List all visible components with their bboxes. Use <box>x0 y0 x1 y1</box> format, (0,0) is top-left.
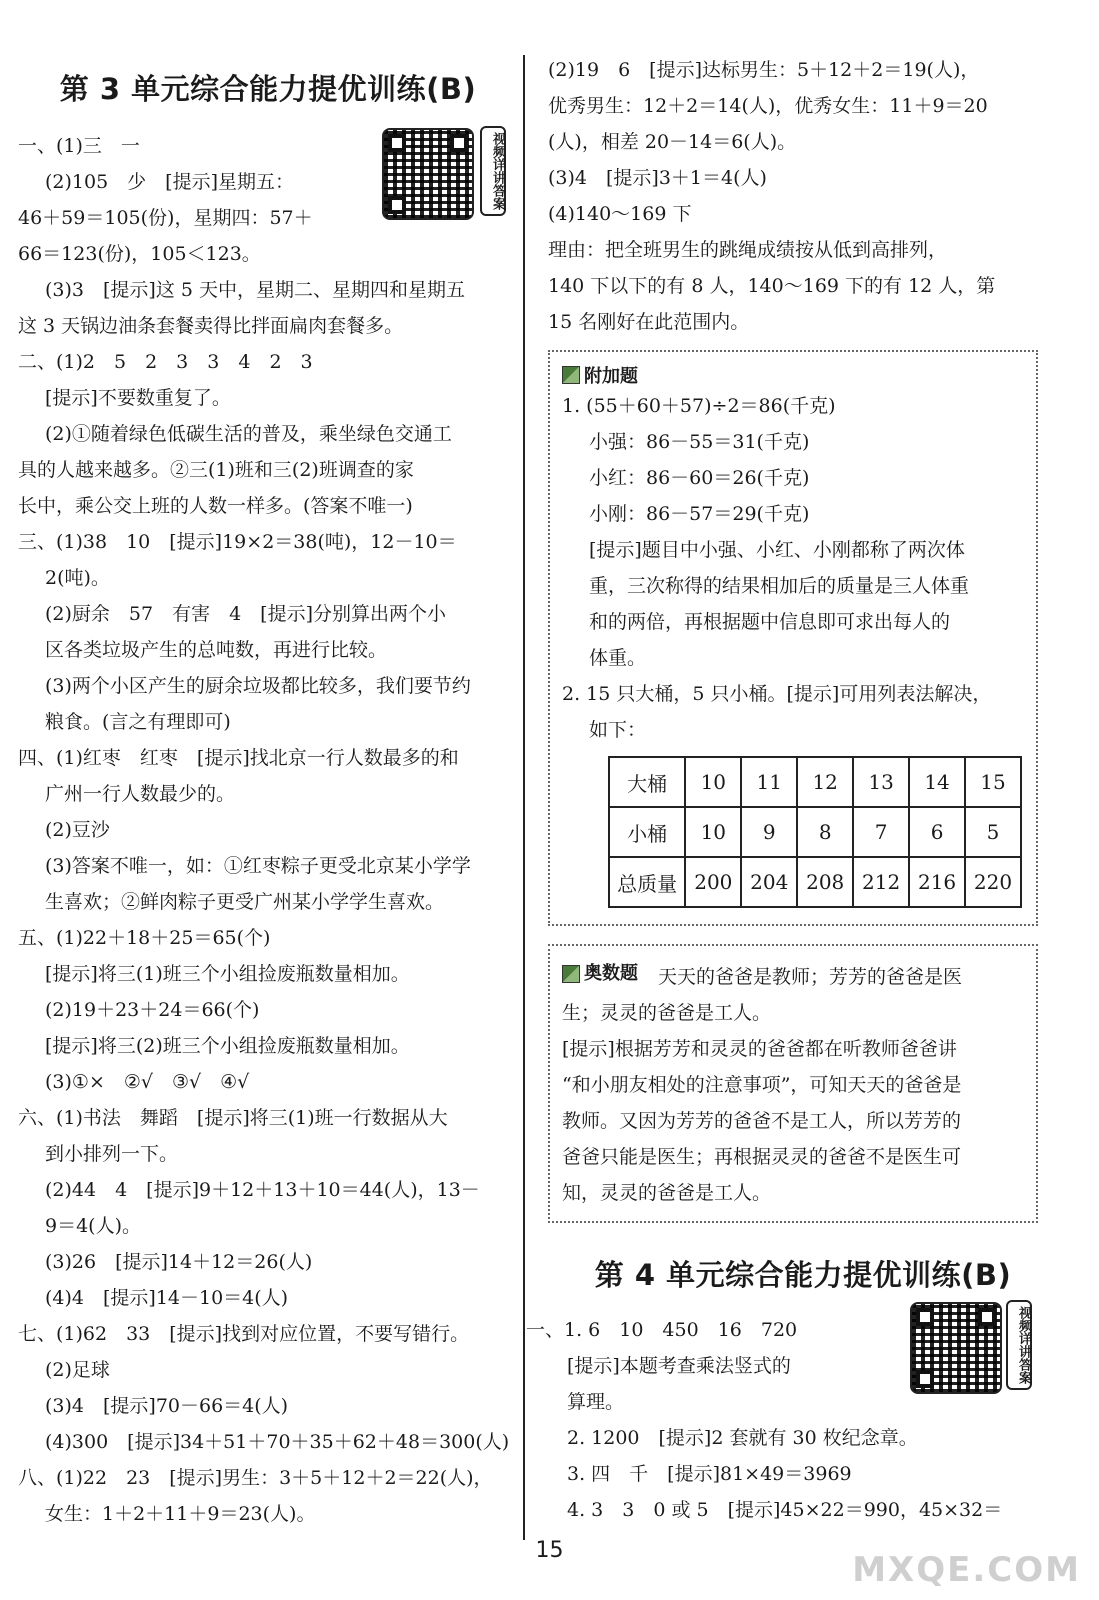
answer-line: 爸爸只能是医生；再根据灵灵的爸爸不是医生可 <box>562 1146 962 1168</box>
answer-line: (2)19＋23＋24＝66(个) <box>45 999 260 1021</box>
answer-line: (3)26 [提示]14＋12＝26(人) <box>45 1251 313 1273</box>
answer-line: 五、(1)22＋18＋25＝65(个) <box>18 927 271 949</box>
table-cell: 12 <box>797 757 853 807</box>
table-cell: 8 <box>797 807 853 857</box>
answer-line: [提示]将三(1)班三个小组捡废瓶数量相加。 <box>45 963 410 985</box>
olympiad-heading: 奥数题 <box>562 956 638 992</box>
table-cell: 10 <box>685 807 741 857</box>
unit3-title: 第 3 单元综合能力提优训练(B) <box>59 72 477 106</box>
flag-icon <box>562 965 580 983</box>
answer-line: [提示]将三(2)班三个小组捡废瓶数量相加。 <box>45 1035 410 1057</box>
answer-line: 2. 15 只大桶，5 只小桶。[提示]可用列表法解决， <box>562 683 992 705</box>
unit4-divider <box>523 1290 525 1540</box>
answer-line: (人)，相差 20－14＝6(人)。 <box>548 131 797 153</box>
answer-line: 46＋59＝105(份)，星期四：57＋ <box>18 207 313 229</box>
table-cell: 10 <box>685 757 741 807</box>
answer-line: (2)①随着绿色低碳生活的普及，乘坐绿色交通工 <box>45 423 452 445</box>
answer-line: (2)19 6 [提示]达标男生：5＋12＋2＝19(人)， <box>548 59 980 81</box>
bucket-table <box>608 756 1022 908</box>
olympiad-first-line: 天天的爸爸是教师；芳芳的爸爸是医 <box>658 966 963 988</box>
table-cell: 14 <box>909 757 965 807</box>
left-column <box>18 55 518 1532</box>
table-row-header: 总质量 <box>609 857 685 907</box>
answer-line: 这 3 天锅边油条套餐卖得比拌面扁肉套餐多。 <box>18 315 404 337</box>
answer-line: (4)140～169 下 <box>548 203 692 225</box>
answer-line: 体重。 <box>589 647 647 669</box>
olympiad-answer-list <box>562 995 1022 1211</box>
table-row <box>609 857 1021 907</box>
qr-code-icon[interactable] <box>382 128 474 220</box>
table-cell: 212 <box>853 857 909 907</box>
extra-heading: 附加题 <box>562 362 638 388</box>
table-cell: 9 <box>741 807 797 857</box>
answer-line: 女生：1＋2＋11＋9＝23(人)。 <box>45 1503 316 1525</box>
answer-line: 教师。又因为芳芳的爸爸不是工人，所以芳芳的 <box>562 1110 962 1132</box>
answer-line: 小红：86－60＝26(千克) <box>589 467 810 489</box>
unit4-title: 第 4 单元综合能力提优训练(B) <box>594 1258 1012 1292</box>
answer-line: 区各类垃圾产生的总吨数，再进行比较。 <box>45 639 388 661</box>
answer-line: [提示]题目中小强、小红、小刚都称了两次体 <box>589 539 965 561</box>
answer-line: (2)105 少 [提示]星期五： <box>45 171 295 193</box>
answer-line: 生；灵灵的爸爸是工人。 <box>562 1002 772 1024</box>
table-cell: 6 <box>909 807 965 857</box>
answer-line: [提示]本题考查乘法竖式的 <box>567 1355 791 1377</box>
table-row-header: 小桶 <box>609 807 685 857</box>
answer-line: [提示]根据芳芳和灵灵的爸爸都在听教师爸爸讲 <box>562 1038 957 1060</box>
table-cell: 15 <box>965 757 1021 807</box>
watermark: MXQE.COM <box>852 1550 1081 1590</box>
answer-line: (3)两个小区产生的厨余垃圾都比较多，我们要节约 <box>45 675 471 697</box>
answer-line: 粮食。(言之有理即可) <box>45 711 231 733</box>
table-row <box>609 807 1021 857</box>
answer-line: 六、(1)书法 舞蹈 [提示]将三(1)班一行数据从大 <box>18 1107 448 1129</box>
extra-answer-list <box>562 388 1022 748</box>
table-cell: 216 <box>909 857 965 907</box>
answer-line: 具的人越来越多。②三(1)班和三(2)班调查的家 <box>18 459 414 481</box>
answer-line: 四、(1)红枣 红枣 [提示]找北京一行人数最多的和 <box>18 747 459 769</box>
table-cell: 208 <box>797 857 853 907</box>
answer-line: (3)4 [提示]3＋1＝4(人) <box>548 167 767 189</box>
answer-line: 15 名刚好在此范围内。 <box>548 311 750 333</box>
answer-line: 到小排列一下。 <box>45 1143 179 1165</box>
answer-line: (3)4 [提示]70－66＝4(人) <box>45 1395 289 1417</box>
table-cell: 11 <box>741 757 797 807</box>
answer-line: 一、(1)三 一 <box>18 135 140 157</box>
answer-line: 重，三次称得的结果相加后的质量是三人体重 <box>589 575 970 597</box>
answer-line: (2)足球 <box>45 1359 110 1381</box>
table-cell: 200 <box>685 857 741 907</box>
answer-line: 如下： <box>589 719 647 741</box>
answer-line: (2)厨余 57 有害 4 [提示]分别算出两个小 <box>45 603 447 625</box>
answer-line: 2. 1200 [提示]2 套就有 30 枚纪念章。 <box>567 1427 918 1449</box>
answer-line: 八、(1)22 23 [提示]男生：3＋5＋12＋2＝22(人)， <box>18 1467 493 1489</box>
qr-video-label: 视频详讲答案 <box>480 126 506 216</box>
answer-line: 二、(1)2 5 2 3 3 4 2 3 <box>18 351 313 373</box>
answer-line: 理由：把全班男生的跳绳成绩按从低到高排列， <box>548 239 948 261</box>
answer-line: 3. 四 千 [提示]81×49＝3969 <box>567 1463 852 1485</box>
answer-line: 算理。 <box>567 1391 625 1413</box>
answer-line: “和小朋友相处的注意事项”，可知天天的爸爸是 <box>562 1074 962 1096</box>
answer-line: 和的两倍，再根据题中信息即可求出每人的 <box>589 611 951 633</box>
answer-line: 七、(1)62 33 [提示]找到对应位置，不要写错行。 <box>18 1323 470 1345</box>
answer-line: 9＝4(人)。 <box>45 1215 142 1237</box>
answer-line: (3)答案不唯一，如：①红枣粽子更受北京某小学学 <box>45 855 471 877</box>
answer-line: 一、1. 6 10 450 16 720 <box>526 1319 798 1341</box>
table-cell: 5 <box>965 807 1021 857</box>
answer-line: 知，灵灵的爸爸是工人。 <box>562 1182 772 1204</box>
answer-line: 1. (55＋60＋57)÷2＝86(千克) <box>562 395 836 417</box>
page-number: 15 <box>535 1538 564 1563</box>
answer-line: 4. 3 3 0 或 5 [提示]45×22＝990，45×32＝ <box>567 1499 1003 1521</box>
answer-line: (4)4 [提示]14－10＝4(人) <box>45 1287 289 1309</box>
answer-line: (2)44 4 [提示]9＋12＋13＋10＝44(人)，13－ <box>45 1179 480 1201</box>
answer-line: 小强：86－55＝31(千克) <box>589 431 810 453</box>
olympiad-box <box>548 944 1038 1223</box>
answer-line: 长中，乘公交上班的人数一样多。(答案不唯一) <box>18 495 413 517</box>
flag-icon <box>562 366 580 384</box>
answer-line: 小刚：86－57＝29(千克) <box>589 503 810 525</box>
table-row <box>609 757 1021 807</box>
answer-line: 66＝123(份)，105＜123。 <box>18 243 261 265</box>
answer-line: 广州一行人数最少的。 <box>45 783 236 805</box>
answer-line: 140 下以下的有 8 人，140～169 下的有 12 人，第 <box>548 275 996 297</box>
table-row-header: 大桶 <box>609 757 685 807</box>
table-cell: 7 <box>853 807 909 857</box>
answer-line: 生喜欢；②鲜肉粽子更受广州某小学学生喜欢。 <box>45 891 445 913</box>
extra-problems-box <box>548 350 1038 926</box>
qr-code-icon-2[interactable] <box>910 1302 1002 1394</box>
right-answer-list <box>548 52 1038 340</box>
left-answer-list <box>18 128 518 1532</box>
qr-video-label-2: 视频详讲答案 <box>1006 1300 1032 1390</box>
table-cell: 204 <box>741 857 797 907</box>
answer-line: (4)300 [提示]34＋51＋70＋35＋62＋48＝300(人) <box>45 1431 510 1453</box>
table-cell: 13 <box>853 757 909 807</box>
answer-line: (3)①× ②√ ③√ ④√ <box>45 1071 250 1093</box>
table-cell: 220 <box>965 857 1021 907</box>
answer-line: (2)豆沙 <box>45 819 110 841</box>
answer-line: 优秀男生：12＋2＝14(人)，优秀女生：11＋9＝20 <box>548 95 988 117</box>
answer-line: 三、(1)38 10 [提示]19×2＝38(吨)，12－10＝ <box>18 531 457 553</box>
answer-line: (3)3 [提示]这 5 天中，星期二、星期四和星期五 <box>45 279 465 301</box>
answer-line: 2(吨)。 <box>45 567 110 589</box>
answer-line: [提示]不要数重复了。 <box>45 387 231 409</box>
